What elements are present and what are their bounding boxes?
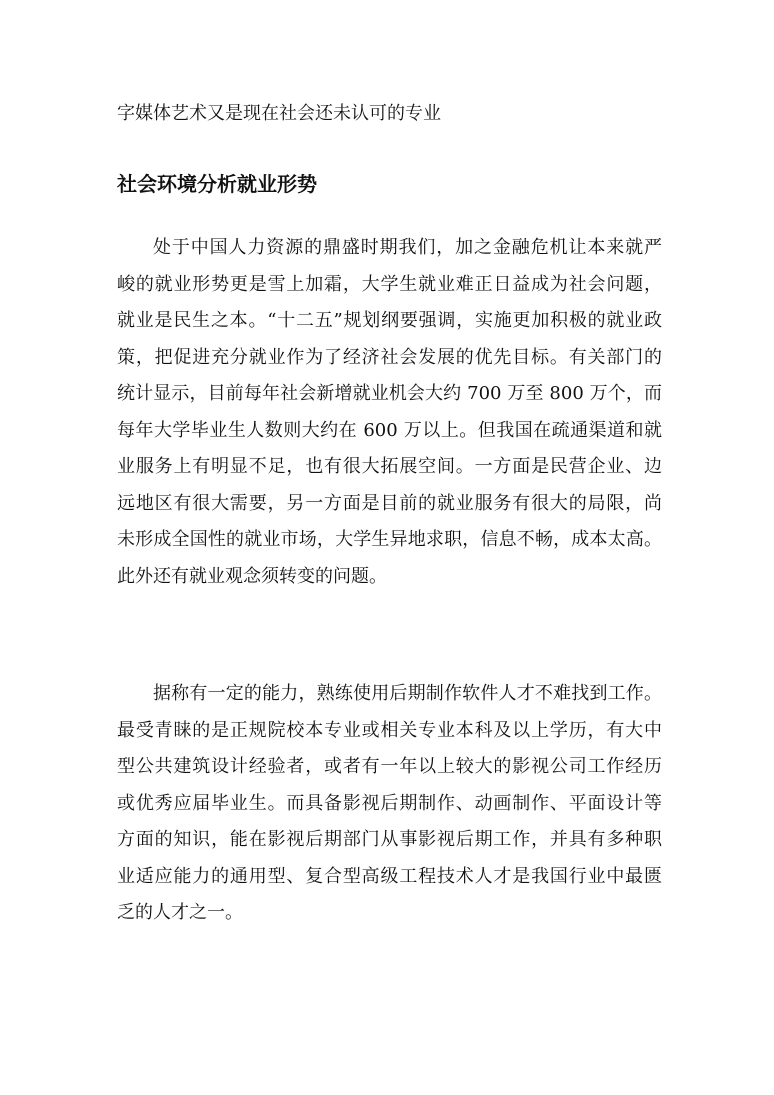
paragraph-line: 或优秀应届毕业生。而具备影视后期制作、动画制作、平面设计等: [117, 792, 662, 814]
paragraph-line: 远地区有很大需要，另一方面是目前的就业服务有很大的局限，尚: [117, 492, 662, 514]
paragraph-line: 此外还有就业观念须转变的问题。: [117, 565, 387, 587]
paragraph-line: 每年大学毕业生人数则大约在 600 万以上。但我国在疏通渠道和就: [117, 419, 663, 441]
paragraph-line: 最受青睐的是正规院校本专业或相关专业本科及以上学历，有大中: [117, 719, 662, 741]
paragraph-line: 就业是民生之本。“十二五”规划纲要强调，实施更加积极的就业政: [117, 310, 662, 331]
paragraph-line: 乏的人才之一。: [117, 902, 243, 923]
paragraph-talent-demand: [117, 676, 662, 932]
paragraph-line: 峻的就业形势更是雪上加霜，大学生就业难正日益成为社会问题，: [117, 273, 662, 295]
paragraph-line: 处于中国人力资源的鼎盛时期我们，加之金融危机让本来就严: [153, 237, 662, 258]
intro-text: 字媒体艺术又是现在社会还未认可的专业: [117, 103, 441, 124]
paragraph-line: 型公共建筑设计经验者，或者有一年以上较大的影视公司工作经历: [117, 756, 662, 777]
paragraph-line: 策，把促进充分就业作为了经济社会发展的优先目标。有关部门的: [117, 346, 662, 368]
paragraph-line: 业适应能力的通用型、复合型高级工程技术人才是我国行业中最匮: [117, 865, 662, 887]
paragraph-line: 据称有一定的能力，熟练使用后期制作软件人才不难找到工作。: [153, 683, 662, 704]
paragraph-employment-situation: [117, 230, 662, 595]
paragraph-line: 业服务上有明显不足，也有很大拓展空间。一方面是民营企业、边: [117, 456, 662, 477]
paragraph-line: 方面的知识，能在影视后期部门从事影视后期工作，并具有多种职: [117, 829, 662, 850]
section-heading: 社会环境分析就业形势: [117, 172, 317, 196]
paragraph-line: 未形成全国性的就业市场，大学生异地求职，信息不畅，成本太高。: [117, 529, 662, 550]
paragraph-line: 统计显示，目前每年社会新增就业机会大约 700 万至 800 万个，而: [117, 383, 662, 404]
